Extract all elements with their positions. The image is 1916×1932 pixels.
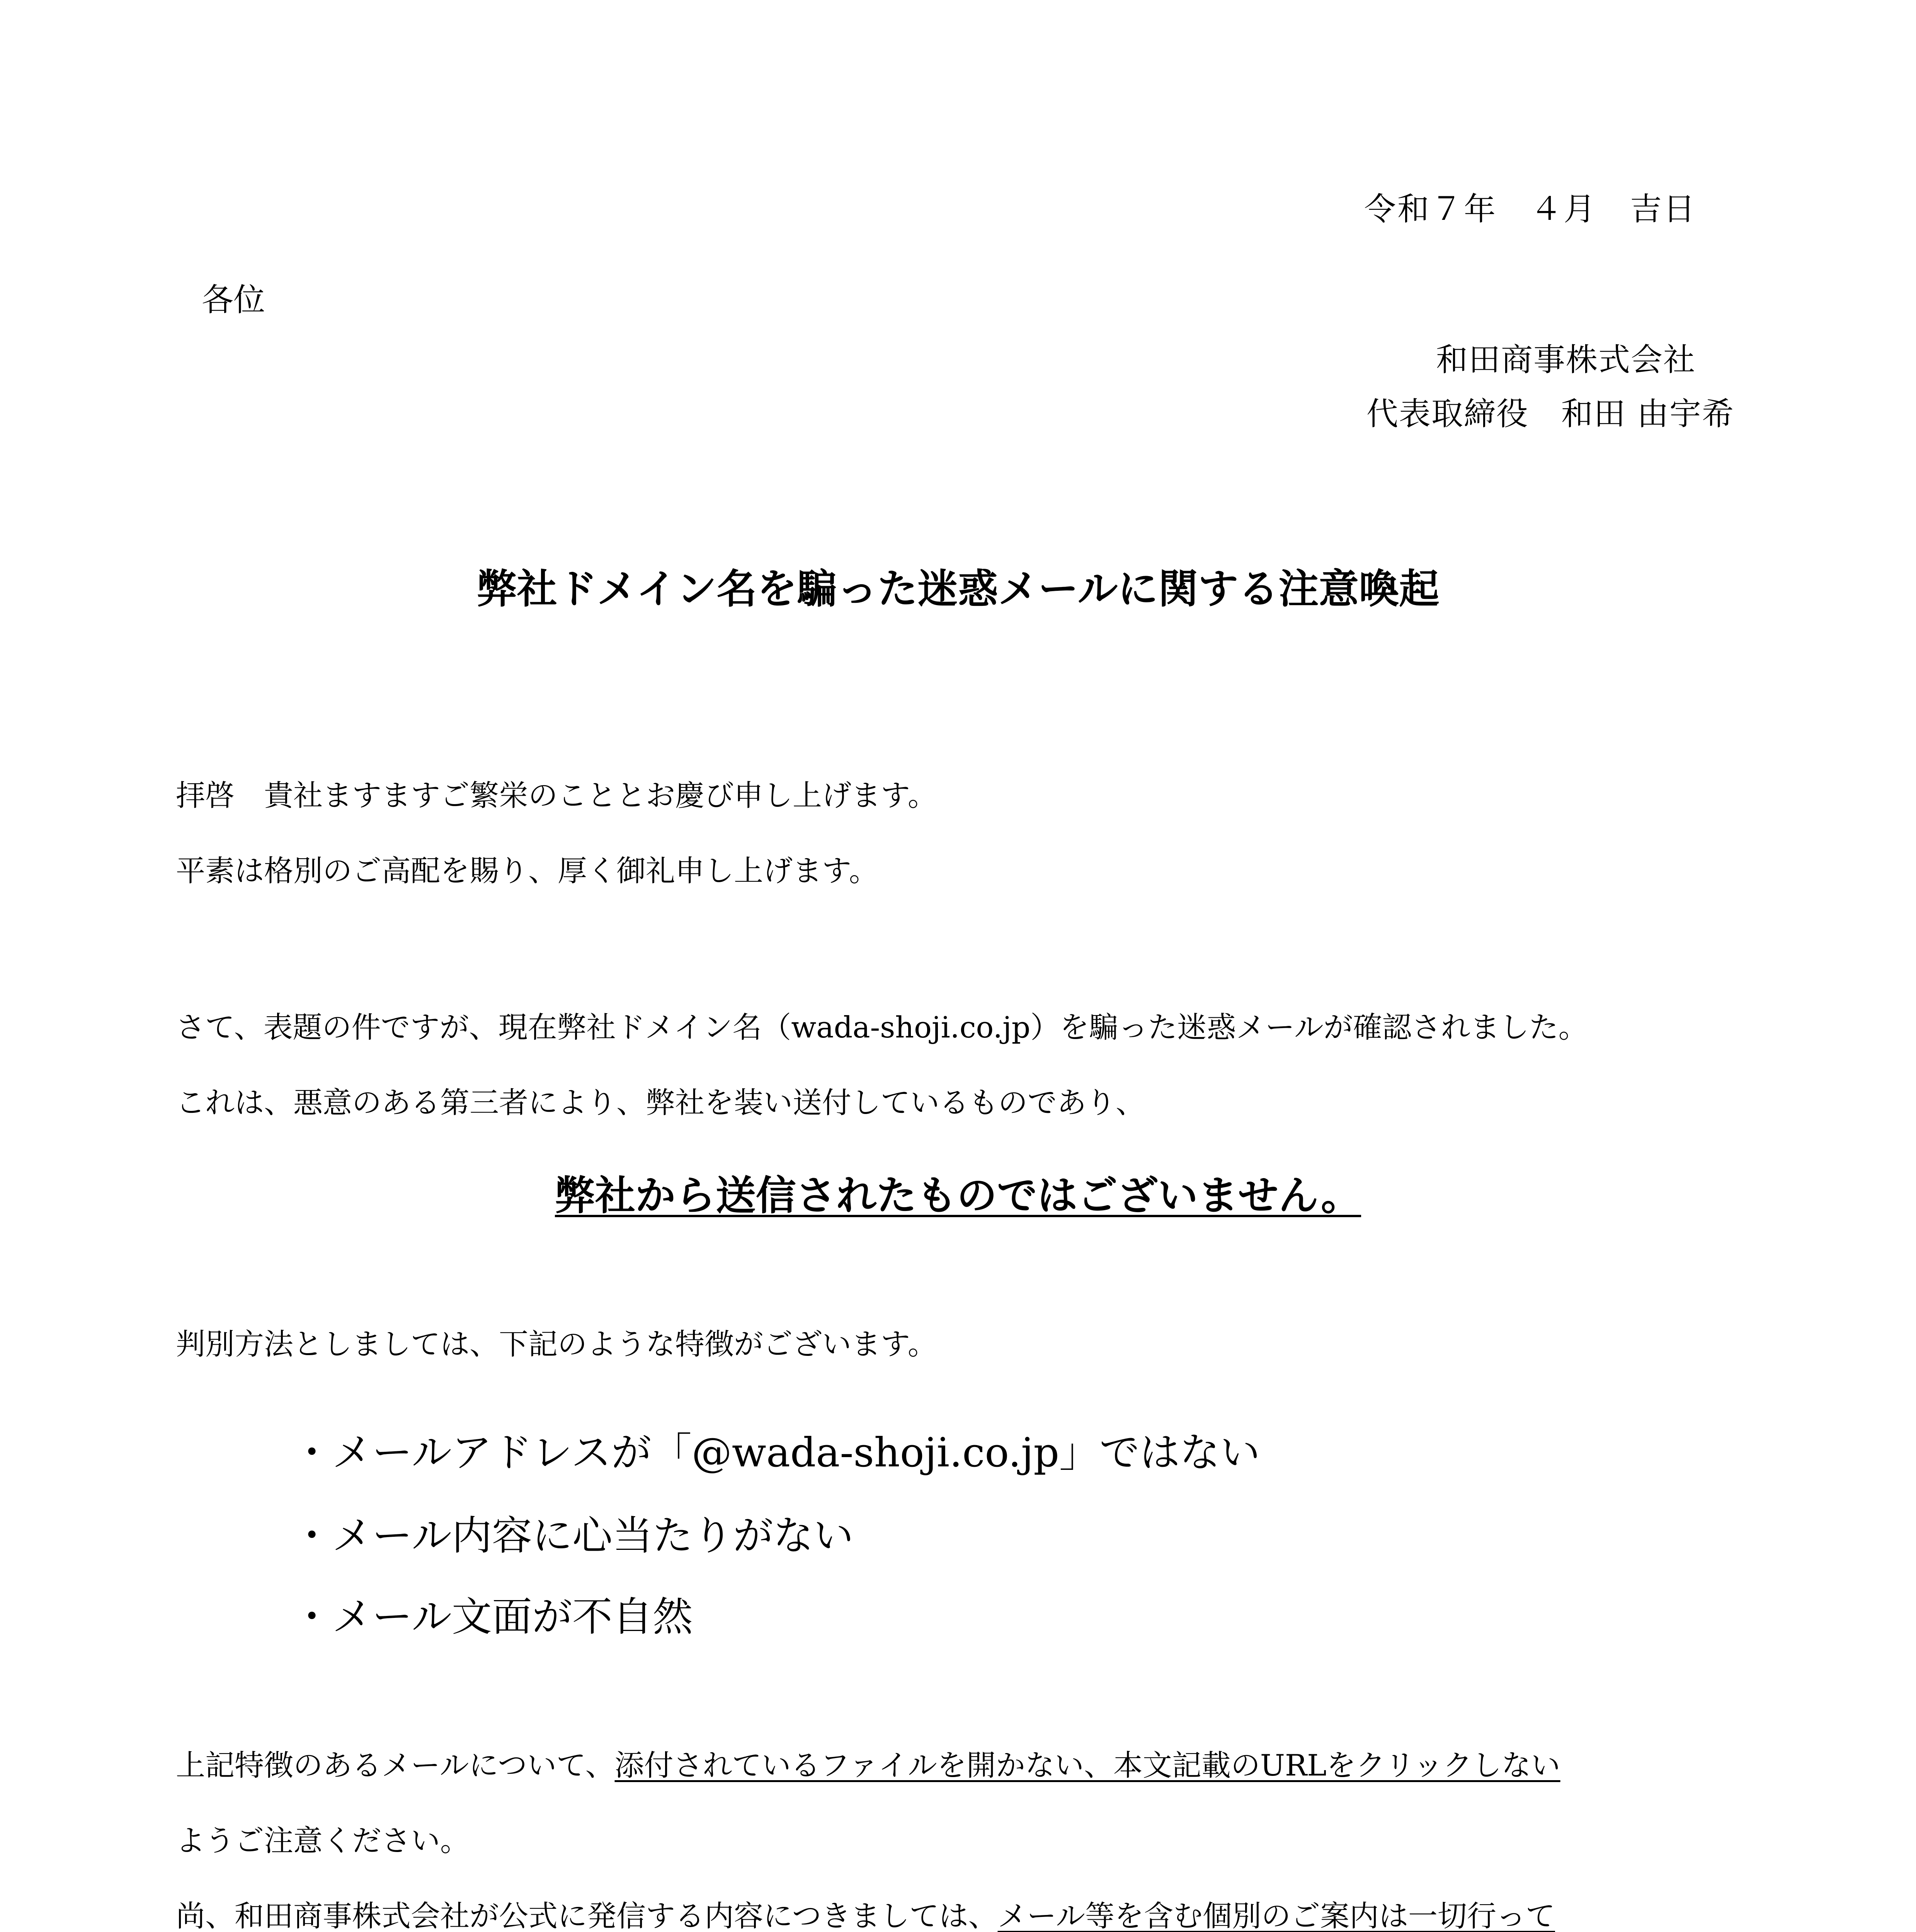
- emphasis-text: 弊社から送信されたものではございません。: [555, 1172, 1361, 1219]
- identify-intro: 判別方法としましては、下記のような特徴がございます。: [176, 1327, 937, 1361]
- caution-prefix: 上記特徴のあるメールについて、: [176, 1748, 615, 1782]
- feature-item: ・メール文面が不自然: [292, 1593, 693, 1640]
- official-prefix: 尚、和田商事株式会社が公式に発信する内容につきましては、: [176, 1899, 998, 1932]
- thanks-line: 平素は格別のご高配を賜り、厚く御礼申し上げます。: [176, 854, 878, 888]
- greeting-line: 拝啓 貴社ますますご繁栄のこととお慶び申し上げます。: [176, 778, 937, 813]
- official-line-1: [176, 1899, 1555, 1932]
- caution-suffix: ようご注意ください。: [176, 1823, 470, 1858]
- caution-underlined: 添付されているファイルを開かない、本文記載のURLをクリックしない: [614, 1748, 1560, 1782]
- document-date: 令和７年 ４月 吉日: [1364, 191, 1696, 228]
- notice-line-1: さて、表題の件ですが、現在弊社ドメイン名（wada-shoji.co.jp）を騙った迷惑メールが確認されました。: [176, 1010, 1588, 1044]
- emphasis-statement: [0, 1173, 1916, 1219]
- addressee: 各位: [202, 282, 265, 318]
- document-title: 弊社ドメイン名を騙った迷惑メールに関する注意喚起: [476, 565, 1440, 612]
- feature-item: ・メール内容に心当たりがない: [292, 1512, 854, 1559]
- representative-name: 代表取締役 和田 由宇希: [1366, 396, 1734, 432]
- feature-item: ・メールアドレスが「@wada-shoji.co.jp」ではない: [292, 1429, 1260, 1476]
- company-name: 和田商事株式会社: [1436, 342, 1696, 378]
- official-underlined-1: メール等を含む個別のご案内は一切行って: [997, 1899, 1555, 1932]
- caution-line: [176, 1748, 1560, 1782]
- notice-line-2: これは、悪意のある第三者により、弊社を装い送付しているものであり、: [176, 1085, 1145, 1120]
